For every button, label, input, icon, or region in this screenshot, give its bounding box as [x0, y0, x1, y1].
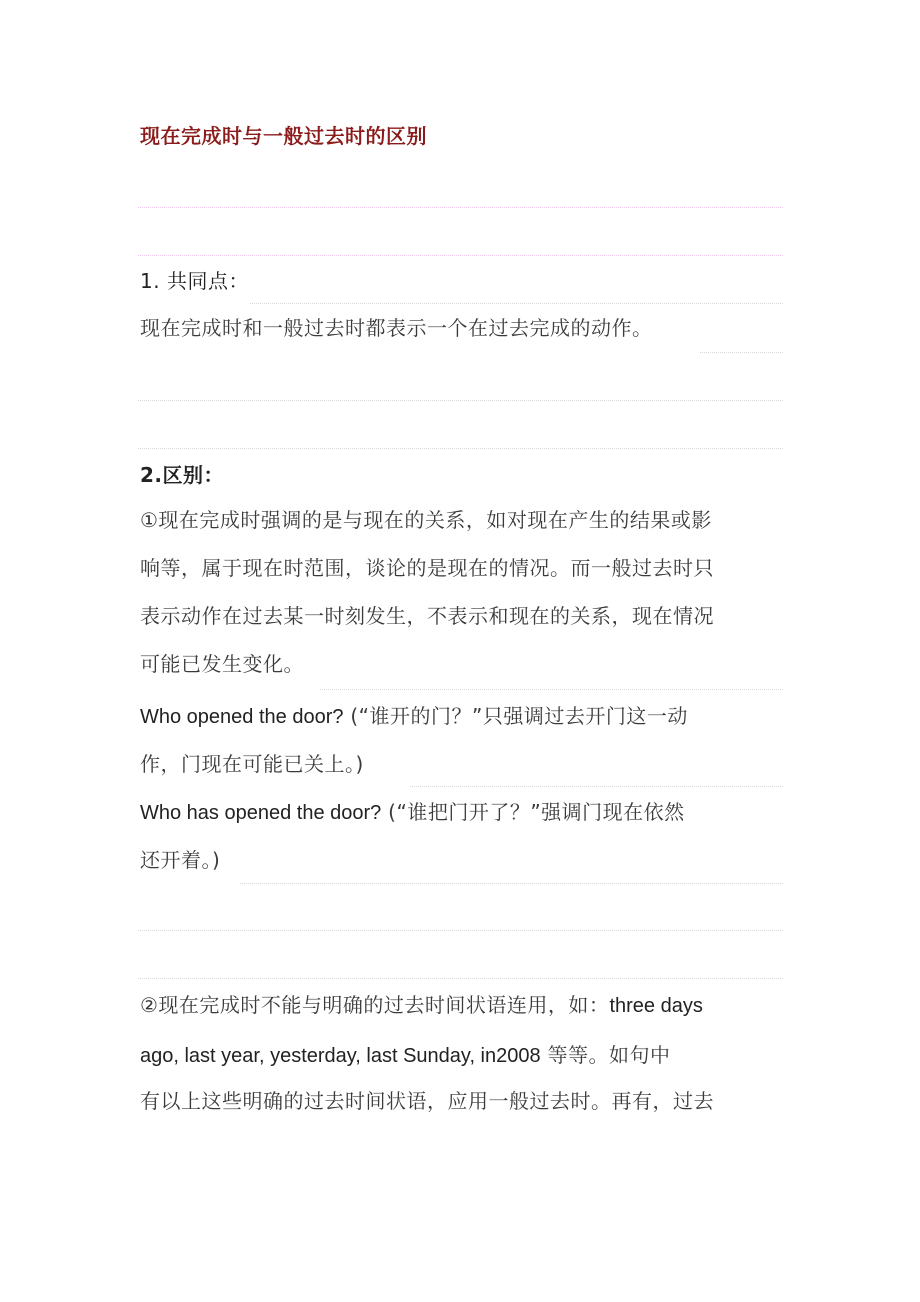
- example-2-english: Who has opened the door?: [140, 802, 382, 824]
- point-2-line-2-zh: 等等。如句中: [540, 1043, 671, 1067]
- point-2-line-1-zh: ②现在完成时不能与明确的过去时间状语连用，如：: [140, 993, 610, 1017]
- example-1-english: Who opened the door?: [140, 706, 344, 728]
- section-heading-common-points: 1. 共同点：: [140, 269, 249, 293]
- paragraph-common-points: 现在完成时和一般过去时都表示一个在过去完成的动作。: [140, 316, 653, 340]
- dotted-divider: [138, 207, 783, 208]
- dotted-divider: [138, 930, 783, 931]
- point-1-line-1: ①现在完成时强调的是与现在的关系，如对现在产生的结果或影: [140, 508, 712, 532]
- document-title: 现在完成时与一般过去时的区别: [140, 124, 427, 148]
- example-2-line-2: 还开着。): [140, 848, 221, 872]
- example-2-line-1: [140, 797, 790, 828]
- dotted-divider: [138, 448, 783, 449]
- point-1-line-2: 响等，属于现在时范围，谈论的是现在的情况。而一般过去时只: [140, 556, 714, 580]
- example-2-chinese: (“谁把门开了？”强调门现在依然: [381, 800, 685, 824]
- point-2-line-3: 有以上这些明确的过去时间状语，应用一般过去时。再有，过去: [140, 1089, 714, 1113]
- point-2-line-1: [140, 990, 790, 1021]
- section-heading-differences: 2.区别：: [140, 463, 225, 487]
- dotted-divider: [138, 400, 783, 401]
- dotted-divider: [138, 255, 783, 256]
- dotted-divider: [320, 689, 783, 690]
- point-1-line-4: 可能已发生变化。: [140, 652, 304, 676]
- point-2-line-2: [140, 1040, 790, 1071]
- point-2-line-1-en: three days: [609, 995, 703, 1017]
- point-1-line-3: 表示动作在过去某一时刻发生，不表示和现在的关系，现在情况: [140, 604, 714, 628]
- dotted-divider: [250, 303, 783, 304]
- dotted-divider: [240, 883, 783, 884]
- example-1-line-1: [140, 701, 790, 732]
- dotted-divider: [138, 978, 783, 979]
- example-1-line-2: 作，门现在可能已关上。): [140, 752, 364, 776]
- example-1-chinese: (“谁开的门？”只强调过去开门这一动: [343, 704, 688, 728]
- dotted-divider: [700, 352, 783, 353]
- point-2-line-2-en: ago, last year, yesterday, last Sunday, in2008: [140, 1045, 541, 1067]
- dotted-divider: [410, 786, 783, 787]
